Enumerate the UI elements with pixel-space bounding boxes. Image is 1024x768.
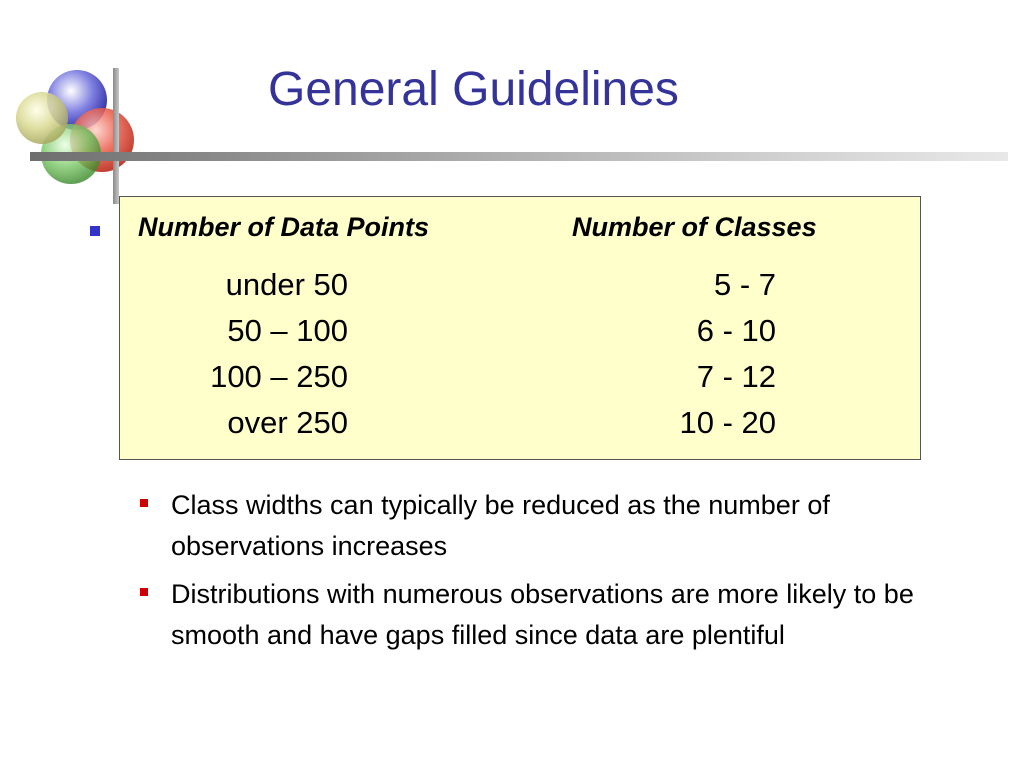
cell-classes: 7 - 12 [696, 359, 776, 394]
logo-yellow-circle [16, 92, 68, 144]
cell-classes: 6 - 10 [696, 313, 776, 348]
list-item [140, 574, 960, 656]
bullet-text: Class widths can typically be reduced as the number of observations increases [171, 490, 830, 561]
cell-data-points: 50 – 100 [227, 313, 348, 348]
header-data-points: Number of Data Points [138, 212, 430, 242]
cell-classes: 10 - 20 [679, 405, 776, 440]
cell-data-points: over 250 [227, 405, 348, 440]
bullet-square-icon [90, 226, 100, 236]
cell-data-points: 100 – 250 [210, 359, 348, 394]
slide-title: General Guidelines [268, 63, 679, 116]
bullet-square-icon [140, 499, 148, 507]
overlapping-circles-logo [14, 62, 144, 192]
bullet-text: Distributions with numerous observations are more likely to be smooth and have gaps filled since data are plentiful [171, 579, 914, 650]
vertical-divider [113, 68, 119, 204]
cell-classes: 5 - 7 [713, 267, 776, 302]
list-item [140, 485, 960, 567]
guidelines-table [119, 196, 921, 460]
cell-data-points: under 50 [225, 267, 348, 302]
header-classes: Number of Classes [572, 212, 817, 242]
bullet-square-icon [140, 588, 148, 596]
horizontal-divider [30, 152, 1008, 161]
